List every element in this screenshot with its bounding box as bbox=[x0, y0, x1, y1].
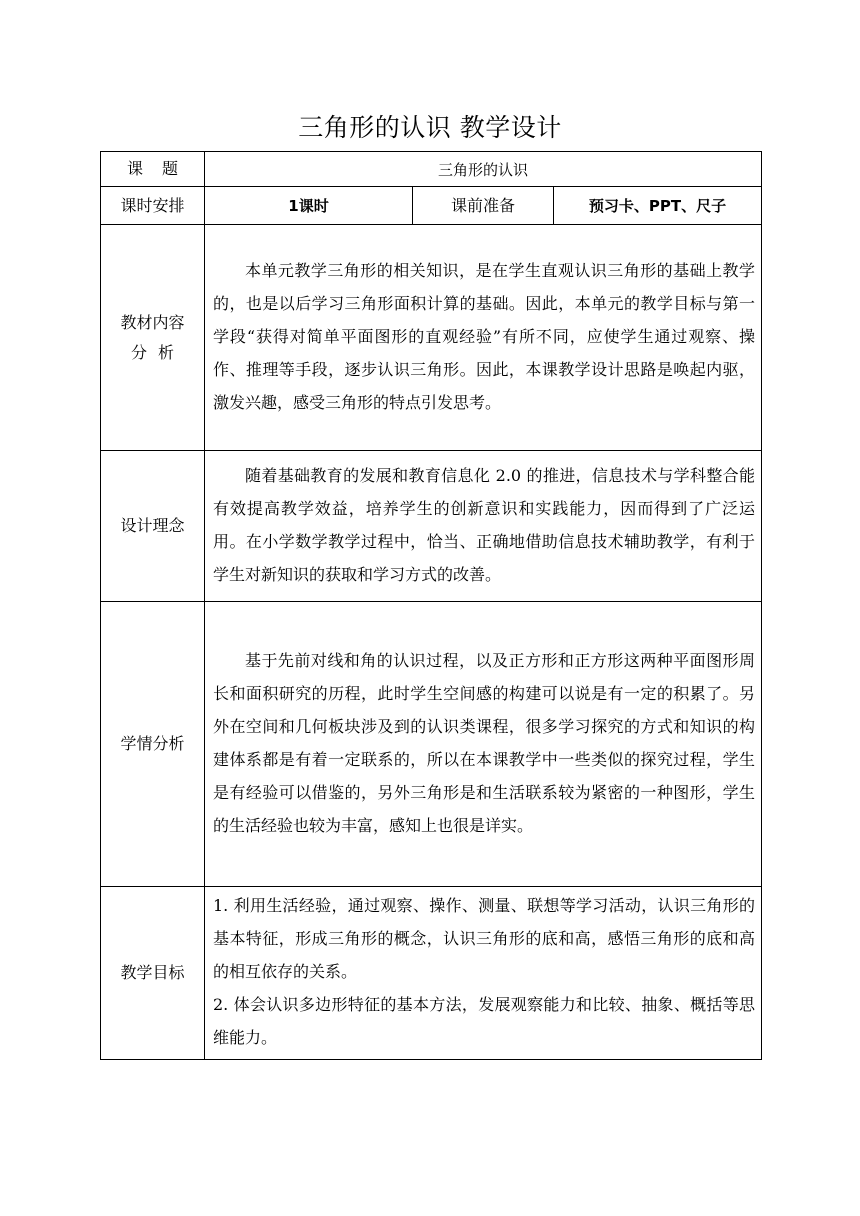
material-analysis-label bbox=[101, 225, 205, 451]
student-analysis-row bbox=[101, 602, 762, 887]
material-analysis-label-line2: 分 析 bbox=[130, 342, 175, 362]
material-analysis-row bbox=[101, 225, 762, 451]
lesson-plan-table bbox=[100, 151, 762, 1060]
teaching-goals-row bbox=[101, 887, 762, 1060]
topic-value: 三角形的认识 bbox=[205, 152, 762, 187]
design-concept-label: 设计理念 bbox=[101, 451, 205, 602]
topic-row bbox=[101, 152, 762, 187]
prep-value: 预习卡、PPT、尺子 bbox=[554, 187, 762, 225]
prep-label: 课前准备 bbox=[413, 187, 554, 225]
design-concept-text: 随着基础教育的发展和教育信息化 2.0 的推进，信息技术与学科整合能有效提高教学效益，培养学生的创新意识和实践能力，因而得到了广泛运用。在小学数学教学过程中，恰当、正确地借助信息技术辅助教学，有利于学生对新知识的获取和学习方式的改善。 bbox=[213, 466, 756, 584]
schedule-value: 1课时 bbox=[205, 187, 413, 225]
material-analysis-text: 本单元教学三角形的相关知识，是在学生直观认识三角形的基础上教学的，也是以后学习三角形面积计算的基础。因此，本单元的教学目标与第一学段“获得对简单平面图形的直观经验”有所不同，应使学生通过观察、操作、推理等手段，逐步认识三角形。因此，本课教学设计思路是唤起内驱，激发兴趣，感受三角形的特点引发思考。 bbox=[213, 261, 756, 412]
student-analysis-text: 基于先前对线和角的认识过程，以及正方形和正方形这两种平面图形周长和面积研究的历程，此时学生空间感的构建可以说是有一定的积累了。另外在空间和几何板块涉及到的认识类课程，很多学习探究的方式和知识的构建体系都是有着一定联系的，所以在本课教学中一些类似的探究过程，学生是有经验可以借鉴的，另外三角形是和生活联系较为紧密的一种图形，学生的生活经验也较为丰富，感知上也很是详实。 bbox=[213, 651, 756, 835]
teaching-goal-2: 2. 体会认识多边形特征的基本方法，发展观察能力和比较、抽象、概括等思维能力。 bbox=[213, 995, 756, 1047]
topic-label: 课 题 bbox=[101, 152, 205, 187]
design-concept-text-cell bbox=[205, 451, 762, 602]
student-analysis-label: 学情分析 bbox=[101, 602, 205, 887]
student-analysis-text-cell bbox=[205, 602, 762, 887]
teaching-goals-cell bbox=[205, 887, 762, 1060]
document-title: 三角形的认识 教学设计 bbox=[298, 113, 562, 142]
schedule-label: 课时安排 bbox=[101, 187, 205, 225]
material-analysis-text-cell bbox=[205, 225, 762, 451]
material-analysis-label-line1: 教材内容 bbox=[120, 312, 185, 332]
design-concept-row bbox=[101, 451, 762, 602]
teaching-goal-1: 1. 利用生活经验，通过观察、操作、测量、联想等学习活动，认识三角形的基本特征，形成三角形的概念，认识三角形的底和高，感悟三角形的底和高的相互依存的关系。 bbox=[213, 896, 756, 981]
teaching-goals-label: 教学目标 bbox=[101, 887, 205, 1060]
schedule-row bbox=[101, 187, 762, 225]
